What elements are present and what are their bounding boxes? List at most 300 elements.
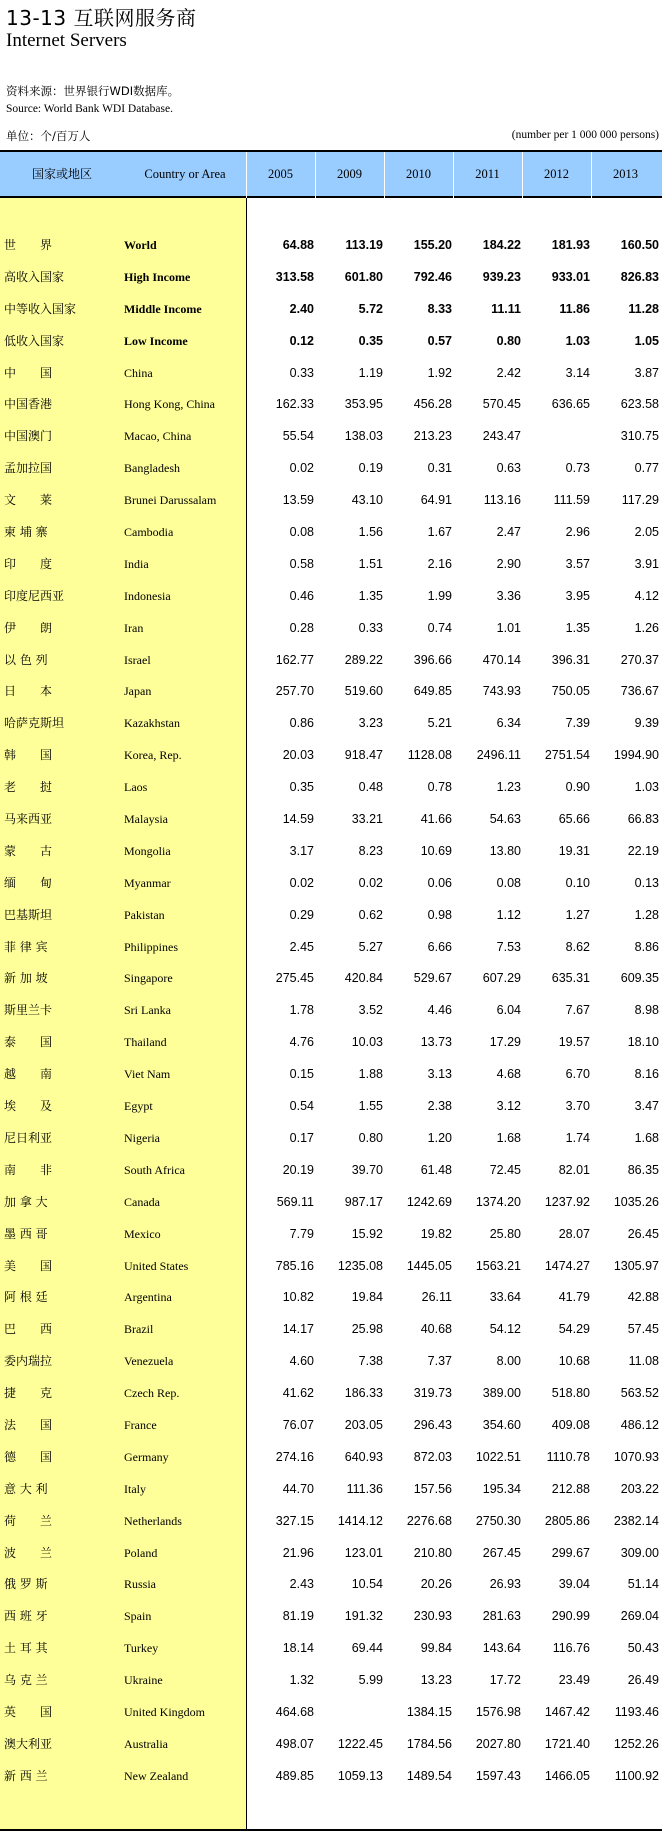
value-cell-2009: 1.35 — [358, 588, 383, 603]
value-cell-2005: 0.15 — [289, 1067, 314, 1082]
country-name-en: China — [124, 365, 153, 380]
value-cell-2013: 623.58 — [620, 397, 659, 412]
table-row — [0, 1633, 662, 1665]
country-name-cn: 越 南 — [4, 1067, 53, 1082]
value-cell-2012: 1.03 — [565, 333, 590, 348]
value-cell-2005: 489.85 — [275, 1768, 314, 1783]
value-cell-2011: 2027.80 — [475, 1736, 521, 1751]
country-name-en: Brunei Darussalam — [124, 493, 217, 508]
value-cell-2010: 13.23 — [420, 1673, 452, 1688]
country-name-cn: 印 度 — [4, 556, 53, 571]
value-cell-2012: 6.70 — [565, 1067, 590, 1082]
country-name-en: Israel — [124, 652, 151, 667]
table-header — [0, 150, 662, 198]
value-cell-2011: 13.80 — [489, 843, 521, 858]
table-row — [0, 613, 662, 645]
value-cell-2013: 26.45 — [627, 1226, 659, 1241]
value-cell-2009: 353.95 — [344, 397, 383, 412]
value-cell-2009: 640.93 — [344, 1449, 383, 1464]
value-cell-2009: 191.32 — [344, 1609, 383, 1624]
value-cell-2010: 1242.69 — [406, 1194, 452, 1209]
country-name-en: New Zealand — [124, 1768, 189, 1783]
table-row — [0, 804, 662, 836]
value-cell-2012: 299.67 — [551, 1545, 590, 1560]
value-cell-2012: 116.76 — [552, 1641, 590, 1656]
table-row — [0, 1346, 662, 1378]
country-name-cn: 老 挝 — [4, 780, 53, 795]
value-cell-2013: 0.77 — [634, 461, 659, 476]
country-name-cn: 高收入国家 — [4, 269, 65, 284]
value-cell-2012: 1721.40 — [544, 1736, 590, 1751]
table-row — [0, 294, 662, 326]
value-cell-2010: 41.66 — [420, 812, 452, 827]
country-name-cn: 巴 西 — [4, 1322, 53, 1337]
value-cell-2010: 0.31 — [427, 461, 452, 476]
value-cell-2011: 1.68 — [496, 1130, 521, 1145]
value-cell-2009: 601.80 — [344, 269, 383, 284]
value-cell-2005: 0.29 — [289, 907, 314, 922]
value-cell-2009: 111.36 — [346, 1481, 383, 1496]
table-row — [0, 1123, 662, 1155]
value-cell-2012: 0.90 — [565, 780, 590, 795]
header-year: 2011 — [475, 167, 500, 181]
value-cell-2012: 1466.05 — [544, 1768, 590, 1783]
value-cell-2005: 498.07 — [275, 1736, 314, 1751]
value-cell-2005: 2.45 — [289, 939, 314, 954]
value-cell-2010: 64.91 — [420, 493, 452, 508]
country-name-cn: 阿 根 廷 — [4, 1290, 48, 1305]
country-name-en: Macao, China — [124, 429, 192, 444]
country-name-cn: 墨 西 哥 — [4, 1226, 48, 1241]
value-cell-2005: 0.02 — [289, 461, 314, 476]
value-cell-2011: 2.47 — [496, 525, 521, 540]
country-name-cn: 西 班 牙 — [4, 1609, 48, 1624]
value-cell-2010: 0.74 — [427, 620, 452, 635]
value-cell-2012: 7.39 — [565, 716, 590, 731]
value-cell-2011: 6.34 — [496, 716, 521, 731]
country-name-en: Italy — [124, 1481, 146, 1496]
value-cell-2011: 1.12 — [496, 907, 521, 922]
value-cell-2011: 281.63 — [482, 1609, 521, 1624]
value-cell-2012: 2751.54 — [544, 748, 590, 763]
value-cell-2005: 21.96 — [282, 1545, 314, 1560]
value-cell-2010: 1128.08 — [407, 748, 452, 763]
value-cell-2005: 0.02 — [289, 875, 314, 890]
table-row — [0, 1251, 662, 1283]
value-cell-2005: 81.19 — [282, 1609, 314, 1624]
value-cell-2010: 0.06 — [427, 875, 452, 890]
table-row — [0, 1474, 662, 1506]
value-cell-2013: 51.14 — [627, 1577, 659, 1592]
value-cell-2005: 0.86 — [289, 716, 314, 731]
table-row — [0, 772, 662, 804]
value-cell-2009: 1.56 — [358, 525, 383, 540]
value-cell-2013: 1.26 — [634, 620, 659, 635]
table-row — [0, 421, 662, 453]
value-cell-2010: 296.43 — [413, 1417, 452, 1432]
value-cell-2005: 14.59 — [282, 812, 314, 827]
value-cell-2005: 162.33 — [275, 397, 314, 412]
value-cell-2010: 0.57 — [427, 333, 452, 348]
table-row — [0, 932, 662, 964]
value-cell-2010: 230.93 — [413, 1609, 452, 1624]
country-name-cn: 孟加拉国 — [4, 461, 53, 476]
value-cell-2009: 186.33 — [344, 1386, 383, 1401]
value-cell-2011: 4.68 — [496, 1067, 521, 1082]
value-cell-2013: 563.52 — [620, 1386, 659, 1401]
value-cell-2011: 1.01 — [496, 620, 521, 635]
value-cell-2013: 57.45 — [627, 1322, 659, 1337]
value-cell-2005: 13.59 — [282, 493, 314, 508]
value-cell-2011: 267.45 — [482, 1545, 521, 1560]
value-cell-2010: 210.80 — [413, 1545, 452, 1560]
value-cell-2011: 184.22 — [482, 238, 521, 252]
country-name-cn: 新 西 兰 — [4, 1768, 48, 1783]
value-cell-2010: 61.48 — [420, 1162, 452, 1177]
country-name-en: India — [124, 556, 149, 571]
country-name-en: Thailand — [124, 1035, 167, 1050]
value-cell-2009: 987.17 — [344, 1194, 383, 1209]
country-name-cn: 土 耳 其 — [4, 1641, 48, 1656]
value-cell-2010: 1445.05 — [406, 1258, 452, 1273]
value-cell-2012: 1474.27 — [544, 1258, 590, 1273]
value-cell-2005: 0.58 — [289, 556, 314, 571]
country-name-cn: 中国澳门 — [4, 429, 53, 444]
table-row — [0, 1155, 662, 1187]
value-cell-2013: 0.13 — [634, 875, 659, 890]
value-cell-2005: 18.14 — [282, 1641, 314, 1656]
country-name-en: Mexico — [124, 1226, 161, 1241]
value-cell-2009: 0.35 — [358, 333, 383, 348]
table-row — [0, 326, 662, 358]
value-cell-2013: 1070.93 — [613, 1449, 659, 1464]
value-cell-2010: 99.84 — [420, 1641, 452, 1656]
value-cell-2010: 792.46 — [413, 269, 452, 284]
value-cell-2011: 2750.30 — [475, 1513, 521, 1528]
country-name-cn: 荷 兰 — [4, 1513, 53, 1528]
country-name-en: Singapore — [124, 971, 173, 986]
value-cell-2005: 55.54 — [282, 429, 314, 444]
country-name-en: Poland — [124, 1545, 158, 1560]
value-cell-2013: 1.05 — [634, 333, 659, 348]
country-name-cn: 马来西亚 — [4, 812, 53, 827]
value-cell-2013: 3.87 — [634, 365, 659, 380]
value-cell-2009: 33.21 — [351, 812, 383, 827]
value-cell-2010: 319.73 — [413, 1386, 452, 1401]
value-cell-2012: 1110.78 — [546, 1449, 590, 1464]
country-name-cn: 巴基斯坦 — [4, 907, 53, 922]
value-cell-2010: 529.67 — [413, 971, 452, 986]
country-name-en: Viet Nam — [124, 1067, 171, 1082]
value-cell-2010: 0.98 — [427, 907, 452, 922]
value-cell-2012: 3.95 — [565, 588, 590, 603]
value-cell-2013: 42.88 — [627, 1290, 659, 1305]
value-cell-2005: 274.16 — [275, 1449, 314, 1464]
country-name-en: United States — [124, 1258, 189, 1273]
value-cell-2005: 0.35 — [289, 780, 314, 795]
value-cell-2005: 1.78 — [289, 1003, 314, 1018]
table-row — [0, 1410, 662, 1442]
value-cell-2009: 7.38 — [358, 1354, 383, 1369]
value-cell-2011: 470.14 — [482, 652, 521, 667]
value-cell-2012: 933.01 — [551, 269, 590, 284]
value-cell-2009: 1235.08 — [337, 1258, 383, 1273]
value-cell-2009: 0.02 — [358, 875, 383, 890]
value-cell-2010: 20.26 — [420, 1577, 452, 1592]
value-cell-2009: 10.03 — [351, 1035, 383, 1050]
value-cell-2013: 8.16 — [634, 1067, 659, 1082]
value-cell-2012: 0.73 — [565, 461, 590, 476]
country-name-cn: 美 国 — [4, 1258, 53, 1273]
value-cell-2013: 203.22 — [620, 1481, 659, 1496]
value-cell-2012: 0.10 — [565, 875, 590, 890]
value-cell-2012: 1237.92 — [544, 1194, 590, 1209]
value-cell-2011: 195.34 — [482, 1481, 521, 1496]
country-name-en: Nigeria — [124, 1130, 160, 1145]
value-cell-2009: 5.27 — [358, 939, 383, 954]
value-cell-2013: 11.08 — [628, 1354, 659, 1369]
table-row — [0, 1601, 662, 1633]
value-cell-2009: 3.23 — [358, 716, 383, 731]
value-cell-2009: 1414.12 — [337, 1513, 383, 1528]
page-title-cn: 13-13 互联网服务商 — [6, 6, 197, 30]
value-cell-2005: 0.17 — [289, 1130, 314, 1145]
country-name-cn: 韩 国 — [4, 748, 53, 763]
value-cell-2010: 26.11 — [421, 1290, 452, 1305]
value-cell-2013: 3.47 — [634, 1099, 659, 1114]
country-name-en: World — [124, 238, 157, 252]
country-name-cn: 意 大 利 — [4, 1481, 48, 1496]
value-cell-2013: 1.28 — [634, 907, 659, 922]
value-cell-2005: 0.46 — [289, 588, 314, 603]
value-cell-2009: 138.03 — [344, 429, 383, 444]
value-cell-2005: 14.17 — [282, 1322, 314, 1337]
value-cell-2009: 0.62 — [358, 907, 383, 922]
country-name-en: Netherlands — [124, 1513, 182, 1528]
value-cell-2012: 19.57 — [558, 1035, 590, 1050]
country-name-cn: 印度尼西亚 — [4, 588, 65, 603]
value-cell-2013: 160.50 — [620, 238, 659, 252]
country-name-cn: 柬 埔 寨 — [4, 525, 48, 540]
country-name-en: Egypt — [124, 1099, 153, 1114]
value-cell-2013: 1994.90 — [613, 748, 659, 763]
table-row — [0, 1187, 662, 1219]
value-cell-2009: 203.05 — [344, 1417, 383, 1432]
value-cell-2012: 19.31 — [558, 843, 590, 858]
country-name-en: Low Income — [124, 333, 188, 348]
value-cell-2010: 213.23 — [413, 429, 452, 444]
country-name-cn: 法 国 — [4, 1417, 53, 1432]
value-cell-2011: 113.16 — [483, 493, 521, 508]
value-cell-2005: 0.12 — [289, 333, 314, 348]
value-cell-2011: 0.80 — [496, 333, 521, 348]
value-cell-2013: 3.91 — [634, 556, 659, 571]
value-cell-2011: 243.47 — [482, 429, 521, 444]
country-name-en: Russia — [124, 1577, 157, 1592]
value-cell-2005: 313.58 — [275, 269, 314, 284]
country-name-cn: 低收入国家 — [4, 333, 65, 348]
table-body — [0, 230, 662, 1793]
value-cell-2010: 3.13 — [427, 1067, 452, 1082]
value-cell-2012: 8.62 — [565, 939, 590, 954]
value-cell-2010: 19.82 — [420, 1226, 452, 1241]
value-cell-2012: 82.01 — [558, 1162, 590, 1177]
value-cell-2009: 0.48 — [358, 780, 383, 795]
value-cell-2009: 0.19 — [358, 461, 383, 476]
value-cell-2011: 743.93 — [482, 684, 521, 699]
value-cell-2009: 1.51 — [358, 556, 383, 571]
value-cell-2011: 1374.20 — [475, 1194, 521, 1209]
country-name-cn: 波 兰 — [4, 1545, 53, 1560]
country-name-cn: 中等收入国家 — [4, 301, 77, 316]
value-cell-2011: 1597.43 — [475, 1768, 521, 1783]
value-cell-2013: 736.67 — [620, 684, 659, 699]
table-row — [0, 485, 662, 517]
value-cell-2010: 155.20 — [413, 238, 452, 252]
table-row — [0, 1729, 662, 1761]
value-cell-2011: 0.08 — [496, 875, 521, 890]
value-cell-2005: 0.28 — [289, 620, 314, 635]
value-cell-2009: 1059.13 — [337, 1768, 383, 1783]
country-name-en: Iran — [124, 620, 144, 635]
value-cell-2005: 10.82 — [282, 1290, 314, 1305]
value-cell-2013: 117.29 — [621, 493, 659, 508]
value-cell-2011: 2496.11 — [476, 748, 521, 763]
value-cell-2013: 609.35 — [620, 971, 659, 986]
value-cell-2013: 8.86 — [634, 939, 659, 954]
value-cell-2011: 354.60 — [482, 1417, 521, 1432]
value-cell-2012: 181.93 — [551, 238, 590, 252]
table-row — [0, 453, 662, 485]
page-title-en: Internet Servers — [6, 30, 127, 51]
value-cell-2011: 3.12 — [496, 1099, 521, 1114]
value-cell-2010: 7.37 — [427, 1354, 452, 1369]
value-cell-2013: 269.04 — [620, 1609, 659, 1624]
value-cell-2010: 2.16 — [427, 556, 452, 571]
value-cell-2010: 6.66 — [427, 939, 452, 954]
country-name-en: Mongolia — [124, 843, 171, 858]
value-cell-2010: 1.99 — [427, 588, 452, 603]
value-cell-2011: 607.29 — [482, 971, 521, 986]
value-cell-2011: 7.53 — [496, 939, 521, 954]
value-cell-2010: 0.78 — [427, 780, 452, 795]
country-name-cn: 乌 克 兰 — [4, 1673, 48, 1688]
value-cell-2005: 76.07 — [282, 1417, 314, 1432]
value-cell-2013: 1193.46 — [614, 1704, 659, 1719]
value-cell-2011: 143.64 — [482, 1641, 521, 1656]
value-cell-2011: 2.42 — [496, 365, 521, 380]
header-year: 2013 — [613, 167, 638, 181]
value-cell-2011: 1576.98 — [475, 1704, 521, 1719]
value-cell-2013: 1252.26 — [613, 1736, 659, 1751]
country-name-en: Pakistan — [124, 907, 165, 922]
value-cell-2009: 1.19 — [358, 365, 383, 380]
value-cell-2012: 1467.42 — [544, 1704, 590, 1719]
value-cell-2013: 270.37 — [620, 652, 659, 667]
table-row — [0, 581, 662, 613]
value-cell-2013: 1100.92 — [614, 1768, 659, 1783]
value-cell-2005: 569.11 — [276, 1194, 314, 1209]
country-name-en: Hong Kong, China — [124, 397, 215, 412]
table-row — [0, 389, 662, 421]
value-cell-2005: 1.32 — [289, 1673, 314, 1688]
value-cell-2010: 5.21 — [427, 716, 452, 731]
table-row — [0, 645, 662, 677]
country-name-en: Canada — [124, 1194, 160, 1209]
value-cell-2010: 4.46 — [427, 1003, 452, 1018]
value-cell-2009: 8.23 — [358, 843, 383, 858]
value-cell-2011: 17.29 — [489, 1035, 521, 1050]
value-cell-2009: 43.10 — [351, 493, 383, 508]
value-cell-2010: 1384.15 — [406, 1704, 452, 1719]
country-name-cn: 蒙 古 — [4, 843, 53, 858]
value-cell-2010: 1784.56 — [406, 1736, 452, 1751]
table-row — [0, 1697, 662, 1729]
value-cell-2005: 0.33 — [289, 365, 314, 380]
value-cell-2013: 1035.26 — [613, 1194, 659, 1209]
value-cell-2005: 327.15 — [275, 1513, 314, 1528]
value-cell-2013: 9.39 — [634, 716, 659, 731]
country-name-cn: 加 拿 大 — [4, 1194, 48, 1209]
country-name-cn: 委内瑞拉 — [4, 1354, 53, 1369]
value-cell-2011: 54.12 — [489, 1322, 521, 1337]
country-name-cn: 以 色 列 — [4, 652, 48, 667]
value-cell-2013: 4.12 — [634, 588, 659, 603]
country-name-en: Bangladesh — [124, 461, 180, 476]
value-cell-2012: 39.04 — [558, 1577, 590, 1592]
table-row — [0, 1506, 662, 1538]
table-row — [0, 995, 662, 1027]
country-name-cn: 俄 罗 斯 — [4, 1577, 48, 1592]
table-row — [0, 900, 662, 932]
country-name-en: Indonesia — [124, 588, 171, 603]
country-name-cn: 中 国 — [4, 365, 53, 380]
value-cell-2009: 420.84 — [344, 971, 383, 986]
value-cell-2010: 40.68 — [420, 1322, 452, 1337]
country-name-cn: 伊 朗 — [4, 620, 53, 635]
country-name-en: Myanmar — [124, 875, 171, 890]
value-cell-2011: 389.00 — [482, 1386, 521, 1401]
value-cell-2005: 162.77 — [275, 652, 314, 667]
unit-note-cn: 单位：个/百万人 — [6, 129, 91, 143]
country-name-cn: 德 国 — [4, 1449, 53, 1464]
value-cell-2009: 123.01 — [344, 1545, 383, 1560]
table-row — [0, 676, 662, 708]
table-row — [0, 868, 662, 900]
country-name-en: Japan — [124, 684, 152, 699]
value-cell-2010: 2276.68 — [406, 1513, 452, 1528]
value-cell-2011: 1563.21 — [475, 1258, 521, 1273]
value-cell-2011: 26.93 — [489, 1577, 521, 1592]
value-cell-2009: 5.99 — [358, 1673, 383, 1688]
table-row — [0, 358, 662, 390]
country-name-en: Spain — [124, 1609, 152, 1624]
country-name-en: Cambodia — [124, 525, 174, 540]
value-cell-2010: 1.92 — [427, 365, 452, 380]
country-name-en: Ukraine — [124, 1673, 163, 1688]
value-cell-2005: 2.43 — [289, 1577, 314, 1592]
value-cell-2011: 17.72 — [489, 1673, 521, 1688]
value-cell-2005: 2.40 — [289, 301, 314, 316]
value-cell-2012: 7.67 — [565, 1003, 590, 1018]
table-row — [0, 1314, 662, 1346]
country-name-en: United Kingdom — [124, 1704, 205, 1719]
table-row — [0, 1761, 662, 1793]
value-cell-2012: 1.27 — [565, 907, 590, 922]
value-cell-2010: 1.20 — [427, 1130, 452, 1145]
value-cell-2009: 0.33 — [358, 620, 383, 635]
value-cell-2009: 0.80 — [358, 1130, 383, 1145]
